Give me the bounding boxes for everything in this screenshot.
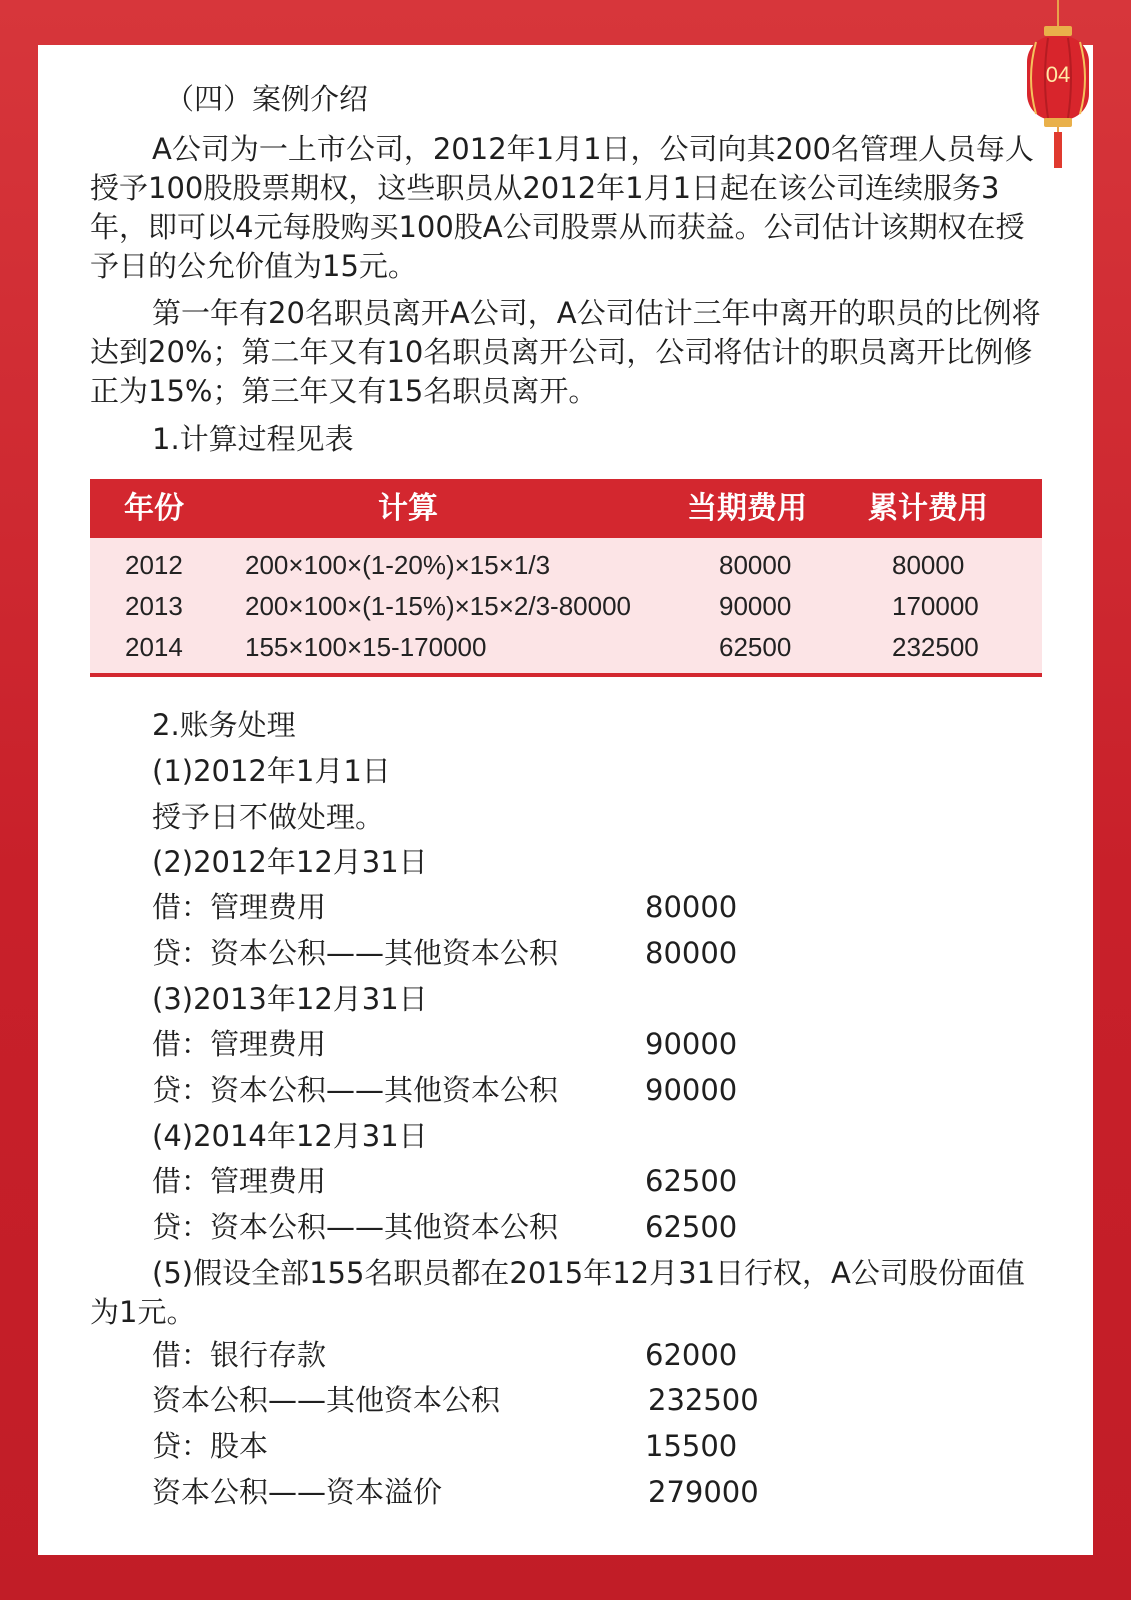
cell-calculation: 200×100×(1-20%)×15×1/3 xyxy=(245,550,551,580)
section-title: （四）案例介绍 xyxy=(165,82,369,116)
cell-year: 2014 xyxy=(125,632,183,662)
entry4-date: (4)2014年12月31日 xyxy=(152,1119,428,1153)
entry5-debit-reserve-amount: 232500 xyxy=(648,1383,759,1417)
cell-cumulative-expense: 170000 xyxy=(892,591,979,621)
entry2-debit-amount: 80000 xyxy=(645,890,738,924)
entry2-credit: 贷：资本公积——其他资本公积 xyxy=(152,936,559,970)
entry5-debit-reserve: 资本公积——其他资本公积 xyxy=(152,1383,501,1417)
table-caption: 1.计算过程见表 xyxy=(152,422,354,456)
paragraph-turnover xyxy=(90,294,1042,411)
entry2-date: (2)2012年12月31日 xyxy=(152,845,428,879)
paragraph-intro-text: A公司为一上市公司，2012年1月1日，公司向其200名管理人员每人授予100股股票期权，这些职员从2012年1月1日起在该公司连续服务3年，即可以4元每股购买100股A公司股票从而获益。公司估计该期权在授予日的公允价值为15元。 xyxy=(90,132,1034,283)
cell-year: 2013 xyxy=(125,591,183,621)
entry5-debit-bank-amount: 62000 xyxy=(645,1338,738,1372)
entry4-credit-amount: 62500 xyxy=(645,1210,738,1244)
cell-calculation: 155×100×15-170000 xyxy=(245,632,487,662)
entry3-date: (3)2013年12月31日 xyxy=(152,982,428,1016)
entry3-credit: 贷：资本公积——其他资本公积 xyxy=(152,1073,559,1107)
paragraph-intro xyxy=(90,130,1042,286)
entry5-debit-bank: 借：银行存款 xyxy=(152,1338,327,1372)
entry5-text-content: (5)假设全部155名职员都在2015年12月31日行权，A公司股份面值为1元。 xyxy=(90,1256,1025,1329)
header-calculation: 计算 xyxy=(378,491,438,526)
entry5-text xyxy=(90,1254,1042,1332)
cell-calculation: 200×100×(1-15%)×15×2/3-80000 xyxy=(245,591,631,621)
entry1-date: (1)2012年1月1日 xyxy=(152,754,391,788)
header-current-expense: 当期费用 xyxy=(687,491,807,526)
entry5-credit-premium: 资本公积——资本溢价 xyxy=(152,1475,443,1509)
entry3-debit-amount: 90000 xyxy=(645,1027,738,1061)
table-bottom-rule xyxy=(90,673,1042,677)
cell-year: 2012 xyxy=(125,550,183,580)
entry4-debit-amount: 62500 xyxy=(645,1164,738,1198)
entry5-credit-capital: 贷：股本 xyxy=(152,1429,269,1463)
entry3-credit-amount: 90000 xyxy=(645,1073,738,1107)
entry1-note: 授予日不做处理。 xyxy=(152,800,385,834)
cell-current-expense: 62500 xyxy=(719,632,792,662)
entry2-debit: 借：管理费用 xyxy=(152,890,327,924)
entry4-credit: 贷：资本公积——其他资本公积 xyxy=(152,1210,559,1244)
entry3-debit: 借：管理费用 xyxy=(152,1027,327,1061)
cell-cumulative-expense: 232500 xyxy=(892,632,979,662)
cell-current-expense: 90000 xyxy=(719,591,792,621)
header-year: 年份 xyxy=(124,491,184,526)
paragraph-turnover-text: 第一年有20名职员离开A公司，A公司估计三年中离开的职员的比例将达到20%；第二年又有10名职员离开公司，公司将估计的职员离开比例修正为15%；第三年又有15名职员离开。 xyxy=(90,296,1041,408)
entry2-credit-amount: 80000 xyxy=(645,936,738,970)
entry5-credit-premium-amount: 279000 xyxy=(648,1475,759,1509)
cell-current-expense: 80000 xyxy=(719,550,792,580)
calculation-table xyxy=(90,479,1042,679)
cell-cumulative-expense: 80000 xyxy=(892,550,965,580)
table-header xyxy=(90,479,1042,538)
entry5-credit-capital-amount: 15500 xyxy=(645,1429,738,1463)
page-number-badge: 04 xyxy=(1045,62,1071,87)
accounting-title: 2.账务处理 xyxy=(152,708,296,742)
header-cumulative-expense: 累计费用 xyxy=(868,491,988,526)
entry4-debit: 借：管理费用 xyxy=(152,1164,327,1198)
